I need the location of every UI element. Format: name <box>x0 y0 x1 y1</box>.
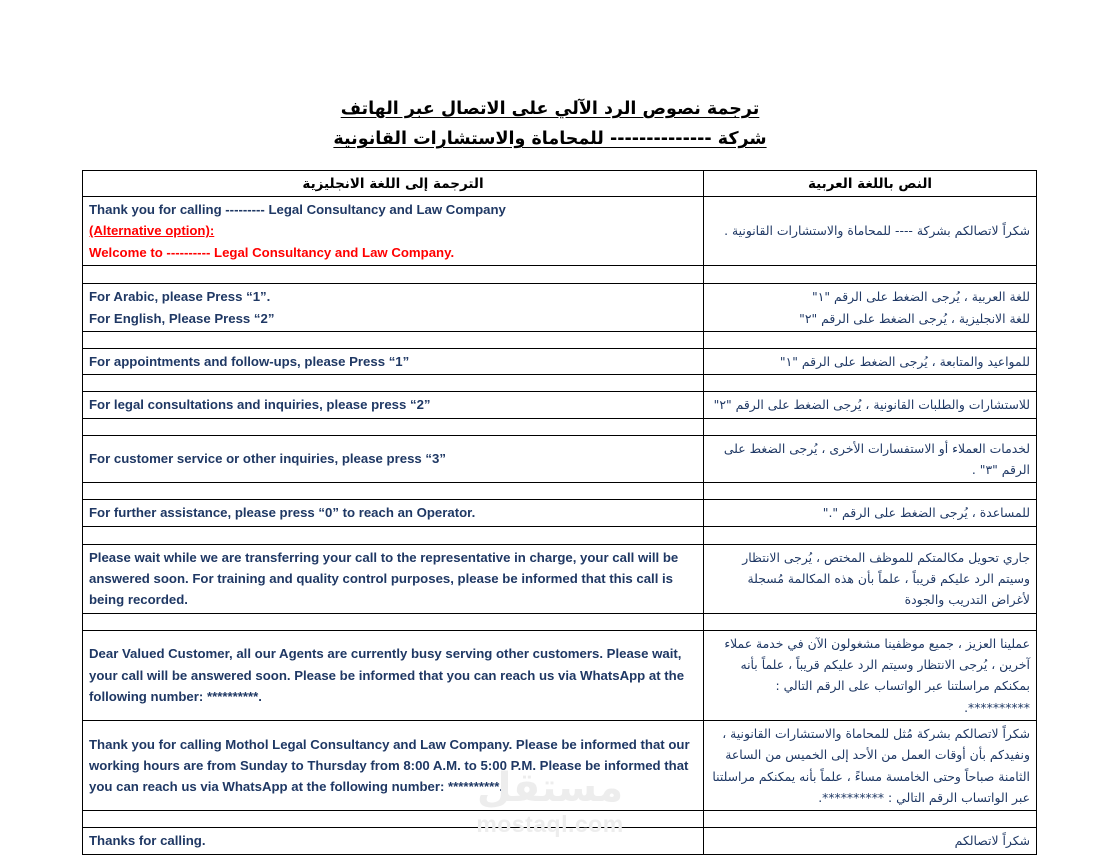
cell-english-operator: For further assistance, please press “0” to reach an Operator. <box>83 500 704 526</box>
cell-arabic-thanks: شكراً لاتصالكم <box>704 828 1037 854</box>
cell-english-agents-busy: Dear Valued Customer, all our Agents are currently busy serving other customers. Please wait, your call will be answered soon. Please be informed that you can reach us via WhatsApp at the following number: **********. <box>83 630 704 720</box>
spacer-cell-arabic <box>704 526 1037 544</box>
cell-arabic-language-menu <box>704 284 1037 332</box>
language-menu-arabic-option: For Arabic, please Press “1”. <box>89 289 271 305</box>
spacer-cell-arabic <box>704 613 1037 630</box>
table-spacer-row <box>83 266 1037 284</box>
watermark-arabic-logo: مستقل <box>476 765 624 811</box>
table-row <box>83 630 1037 720</box>
table-row <box>83 392 1037 418</box>
spacer-cell-english <box>83 418 704 435</box>
spacer-cell-english <box>83 375 704 392</box>
spacer-cell-arabic <box>704 418 1037 435</box>
cell-arabic-appointments: للمواعيد والمتابعة ، يُرجى الضغط على الرقم "١" <box>704 348 1037 374</box>
table-row <box>83 197 1037 266</box>
spacer-cell-english <box>83 331 704 348</box>
spacer-cell-english <box>83 266 704 284</box>
cell-english-working-hours: Thank you for calling Mothol Legal Consultancy and Law Company. Please be informed that our working hours are from Sunday to Thursday from 8:00 A.M. to 5:00 P.M. Please be informed that you can reach us via WhatsApp at the following number: **********. <box>83 721 704 811</box>
column-header-english: الترجمة إلى اللغة الانجليزية <box>83 171 704 197</box>
table-row <box>83 544 1037 613</box>
cell-arabic-greeting: شكراً لاتصالكم بشركة ---- للمحاماة والاستشارات القانونية . <box>704 197 1037 266</box>
cell-arabic-legal-consultations: للاستشارات والطلبات القانونية ، يُرجى الضغط على الرقم "٢" <box>704 392 1037 418</box>
table-spacer-row <box>83 375 1037 392</box>
cell-english-greeting <box>83 197 704 266</box>
column-header-arabic: النص باللغة العربية <box>704 171 1037 197</box>
table-row <box>83 500 1037 526</box>
cell-arabic-operator: للمساعدة ، يُرجى الضغط على الرقم "." <box>704 500 1037 526</box>
cell-arabic-customer-service: لخدمات العملاء أو الاستفسارات الأخرى ، يُرجى الضغط على الرقم "٣" . <box>704 435 1037 483</box>
greeting-alternative-label: (Alternative option): <box>89 223 215 239</box>
cell-arabic-agents-busy: عملينا العزيز ، جميع موظفينا مشغولون الآن في خدمة عملاء آخرين ، يُرجى الانتظار وسيتم الرد عليكم قريباً ، علماً بأنه بمكنكم مراسلتنا عبر الواتساب على الرقم التالي : **********. <box>704 630 1037 720</box>
table-spacer-row <box>83 613 1037 630</box>
greeting-main-text: Thank you for calling --------- Legal Consultancy and Law Company <box>89 202 506 217</box>
page-title-line-1: ترجمة نصوص الرد الآلي على الاتصال عبر الهاتف <box>340 99 760 119</box>
spacer-cell-arabic <box>704 331 1037 348</box>
translation-table-wrapper <box>82 170 1036 855</box>
cell-english-customer-service: For customer service or other inquiries, please press “3” <box>83 435 704 483</box>
language-menu-english-option: For English, Please Press “2” <box>89 310 275 326</box>
spacer-cell-arabic <box>704 483 1037 500</box>
watermark-domain: mostaql.com <box>476 811 624 837</box>
table-header-row <box>83 171 1037 197</box>
spacer-cell-english <box>83 526 704 544</box>
table-row <box>83 435 1037 483</box>
greeting-alternative-text: Welcome to ---------- Legal Consultancy and Law Company. <box>89 244 455 260</box>
cell-arabic-transfer-hold: جاري تحويل مكالمتكم للموظف المختص ، يُرجى الانتظار وسيتم الرد عليكم قريباً ، علماً بأن هذه المكالمة مُسجلة لأغراض التدريب والجودة <box>704 544 1037 613</box>
spacer-cell-arabic <box>704 266 1037 284</box>
table-row <box>83 348 1037 374</box>
table-spacer-row <box>83 526 1037 544</box>
translation-table <box>82 170 1037 855</box>
cell-english-thanks: Thanks for calling. <box>83 828 704 854</box>
language-menu-english-option-ar: للغة الانجليزية ، يُرجى الضغط على الرقم "٢" <box>799 310 1030 326</box>
spacer-cell-english <box>83 613 704 630</box>
cell-english-legal-consultations: For legal consultations and inquiries, please press “2” <box>83 392 704 418</box>
spacer-cell-english <box>83 483 704 500</box>
cell-english-language-menu <box>83 284 704 332</box>
cell-english-appointments: For appointments and follow-ups, please Press “1” <box>83 348 704 374</box>
cell-english-transfer-hold: Please wait while we are transferring your call to the representative in charge, your call will be answered soon. For training and quality control purposes, please be informed that this call is being recorded. <box>83 544 704 613</box>
page-title-line-2: شركة -------------- للمحاماة والاستشارات القانونية <box>333 129 767 150</box>
document-title-block <box>0 96 1100 153</box>
table-row <box>83 284 1037 332</box>
table-spacer-row <box>83 331 1037 348</box>
cell-arabic-working-hours: شكراً لاتصالكم بشركة مُثل للمحاماة والاستشارات القانونية ، ونفيدكم بأن أوقات العمل من الأحد إلى الخميس من الساعة الثامنة صباحاً وحتى الخامسة مساءً ، علماً بأنه يمكنكم مراسلتنا عبر الواتساب الرقم التالي : **********. <box>704 721 1037 811</box>
language-menu-arabic-option-ar: للغة العربية ، يُرجى الضغط على الرقم "١" <box>811 289 1030 305</box>
table-spacer-row <box>83 418 1037 435</box>
spacer-cell-arabic <box>704 375 1037 392</box>
table-spacer-row <box>83 483 1037 500</box>
